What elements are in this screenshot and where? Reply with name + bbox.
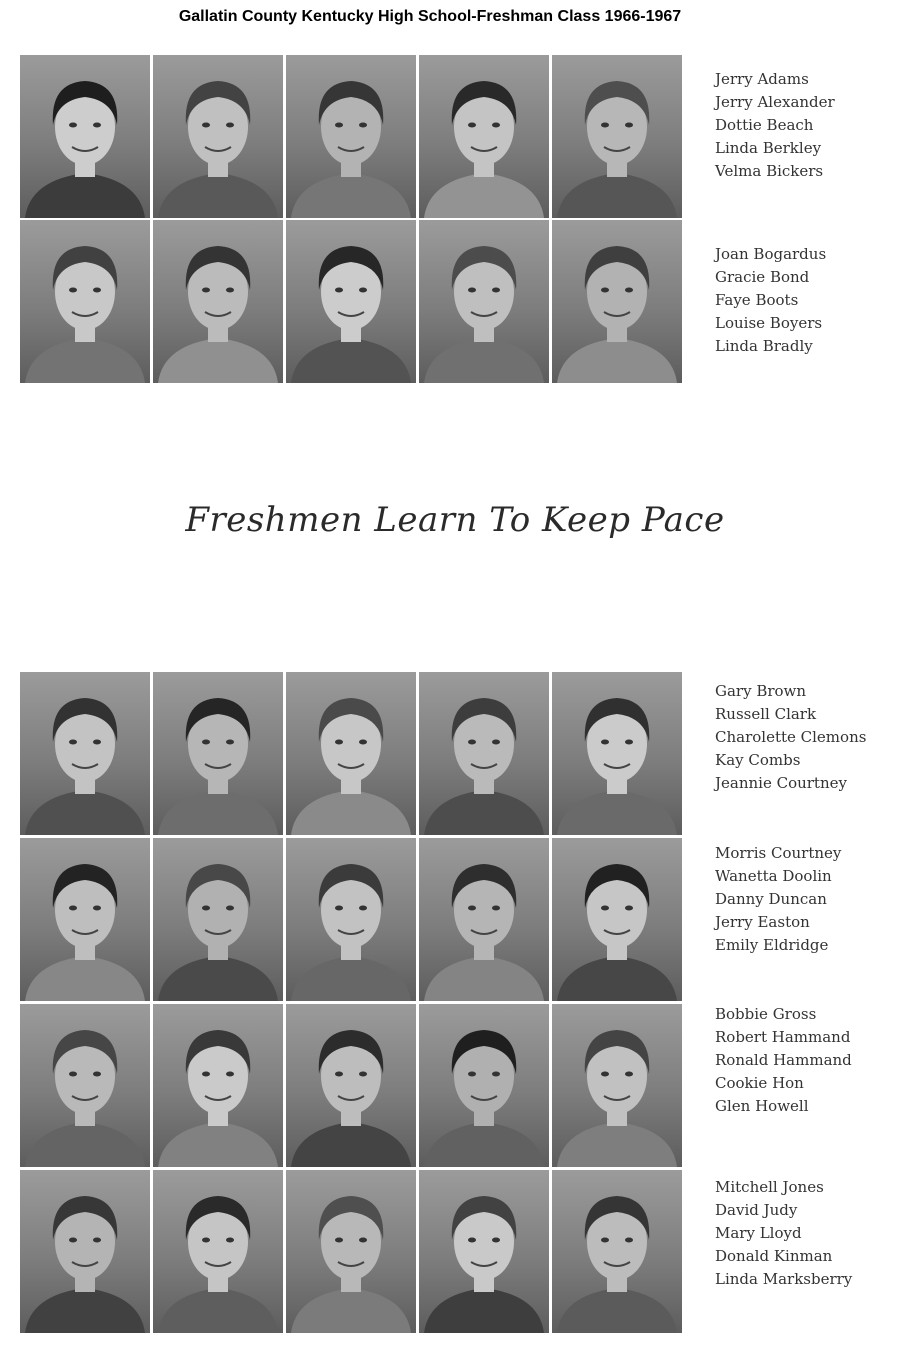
student-photo xyxy=(419,838,549,1001)
student-name: Danny Duncan xyxy=(715,890,827,908)
student-photo xyxy=(552,1170,682,1333)
student-photo xyxy=(153,1004,283,1167)
student-name: Dottie Beach xyxy=(715,116,814,134)
student-photo xyxy=(552,55,682,218)
student-name: Kay Combs xyxy=(715,751,801,769)
student-photo xyxy=(20,1004,150,1167)
student-photo xyxy=(153,55,283,218)
name-list-5 xyxy=(715,1003,852,1118)
name-list-3 xyxy=(715,680,866,795)
student-name: Mitchell Jones xyxy=(715,1178,824,1196)
student-photo xyxy=(286,1170,416,1333)
student-name: Jerry Easton xyxy=(715,913,810,931)
student-name: Mary Lloyd xyxy=(715,1224,802,1242)
student-name: Ronald Hammand xyxy=(715,1051,852,1069)
student-photo xyxy=(419,1004,549,1167)
student-name: Linda Bradly xyxy=(715,337,813,355)
student-name: Gary Brown xyxy=(715,682,807,700)
student-photo xyxy=(153,838,283,1001)
student-name: Cookie Hon xyxy=(715,1074,804,1092)
student-photo xyxy=(20,1170,150,1333)
student-photo xyxy=(286,55,416,218)
student-photo xyxy=(153,672,283,835)
student-name: Robert Hammand xyxy=(715,1028,851,1046)
student-name: Louise Boyers xyxy=(715,314,823,332)
student-name: Wanetta Doolin xyxy=(715,867,832,885)
name-list-4 xyxy=(715,842,841,957)
student-name: David Judy xyxy=(715,1201,798,1219)
student-photo xyxy=(552,838,682,1001)
student-photo xyxy=(419,220,549,383)
student-name: Gracie Bond xyxy=(715,268,810,286)
student-photo xyxy=(286,220,416,383)
student-name: Faye Boots xyxy=(715,291,799,309)
student-photo xyxy=(419,1170,549,1333)
student-name: Joan Bogardus xyxy=(715,245,827,263)
page-title: Gallatin County Kentucky High School-Freshman Class 1966-1967 xyxy=(178,8,682,25)
student-name: Linda Berkley xyxy=(715,139,822,157)
student-photo xyxy=(20,672,150,835)
student-name: Charolette Clemons xyxy=(715,728,867,746)
student-photo xyxy=(552,1004,682,1167)
student-name: Jerry Alexander xyxy=(715,93,835,111)
name-list-6 xyxy=(715,1176,852,1291)
student-photo xyxy=(20,220,150,383)
student-name: Glen Howell xyxy=(715,1097,809,1115)
student-photo xyxy=(153,1170,283,1333)
student-photo xyxy=(20,838,150,1001)
student-photo xyxy=(552,672,682,835)
student-name: Donald Kinman xyxy=(715,1247,833,1265)
student-name: Velma Bickers xyxy=(715,162,824,180)
student-photo xyxy=(286,1004,416,1167)
student-name: Emily Eldridge xyxy=(715,936,829,954)
student-name: Bobbie Gross xyxy=(715,1005,817,1023)
student-photo xyxy=(419,55,549,218)
student-photo xyxy=(286,672,416,835)
student-name: Jerry Adams xyxy=(715,70,809,88)
student-photo xyxy=(20,55,150,218)
section-title: Freshmen Learn To Keep Pace xyxy=(185,500,725,540)
name-list-2 xyxy=(715,243,826,358)
student-photo xyxy=(552,220,682,383)
student-photo xyxy=(286,838,416,1001)
student-photo xyxy=(419,672,549,835)
name-list-1 xyxy=(715,68,835,183)
student-name: Morris Courtney xyxy=(715,844,842,862)
student-photo xyxy=(153,220,283,383)
student-name: Russell Clark xyxy=(715,705,817,723)
student-name: Jeannie Courtney xyxy=(715,774,847,792)
student-name: Linda Marksberry xyxy=(715,1270,853,1288)
